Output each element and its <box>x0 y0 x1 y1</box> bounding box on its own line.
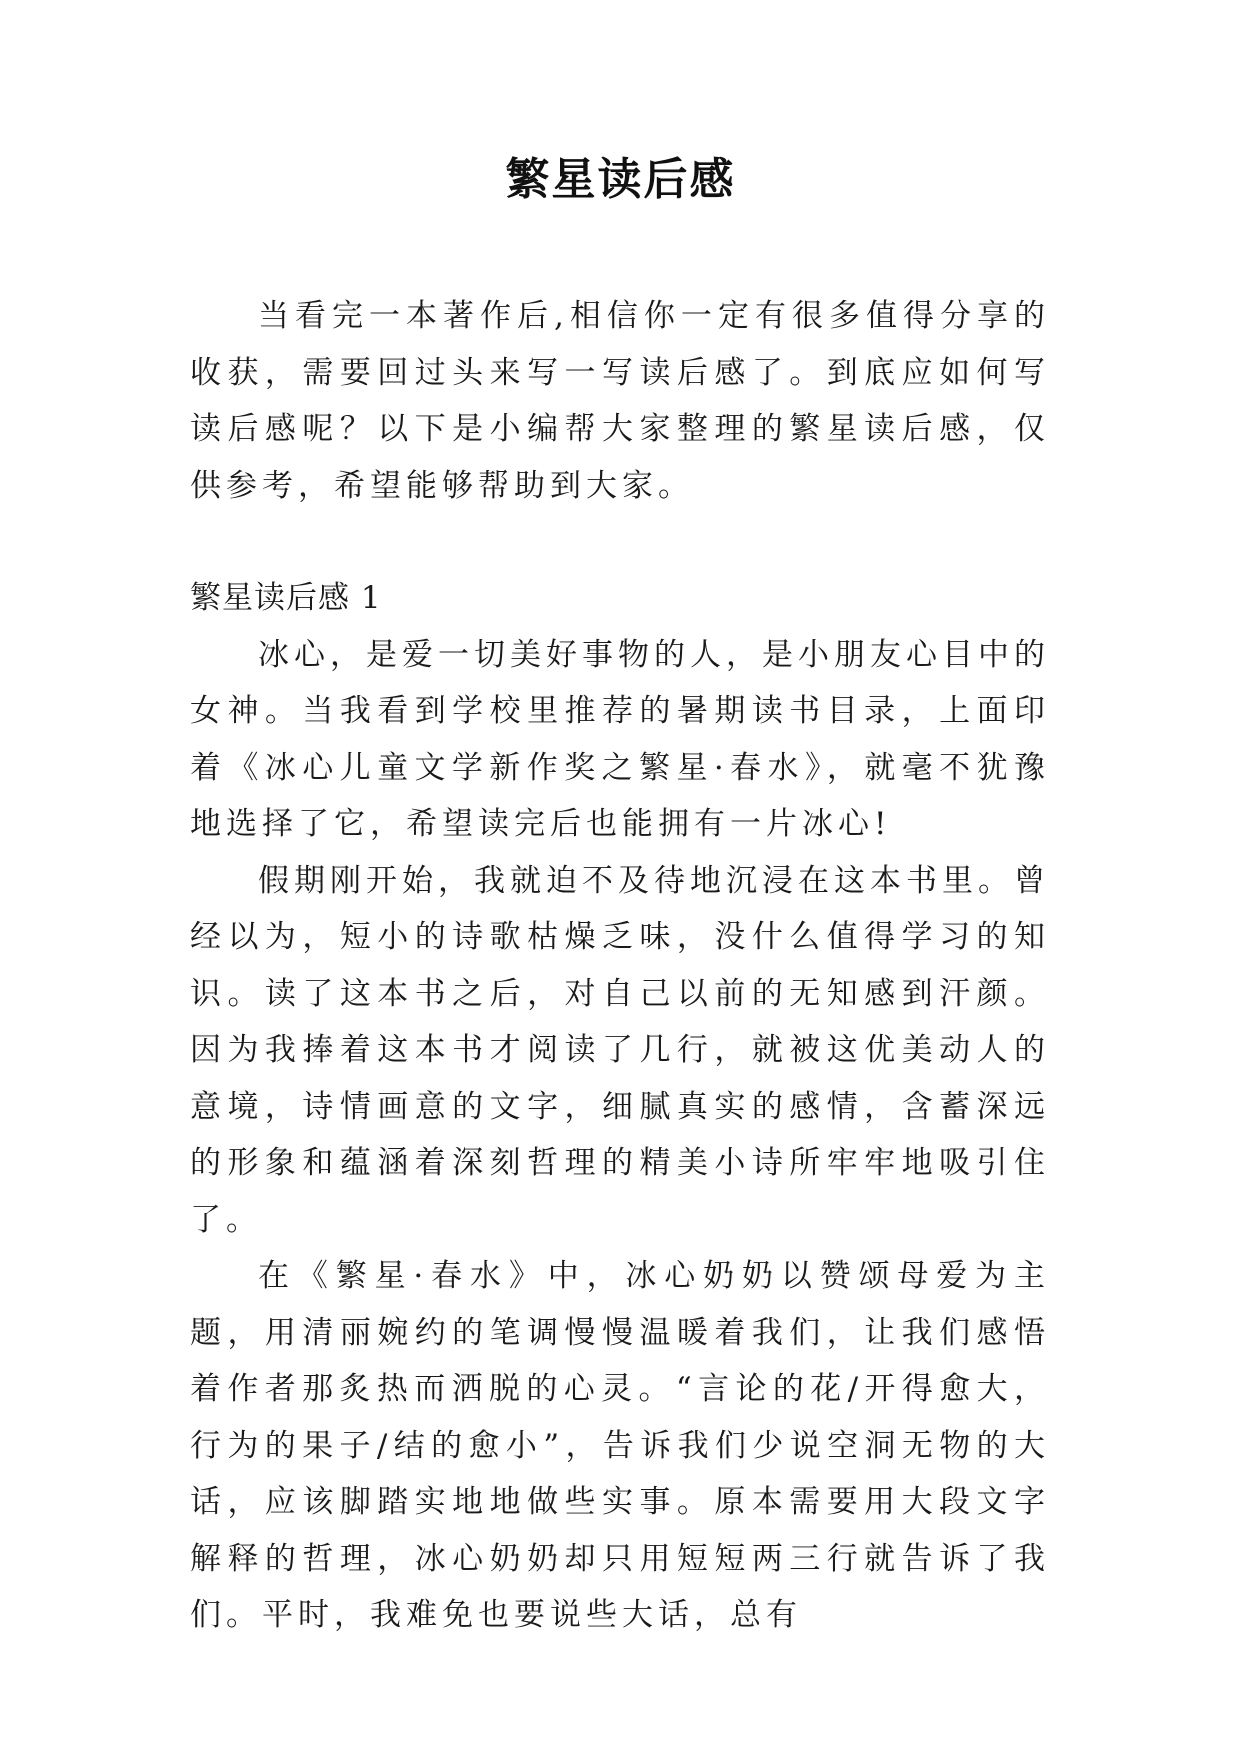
document-title: 繁星读后感 <box>505 154 736 205</box>
body-paragraph: 在《繁星·春水》中，冰心奶奶以赞颂母爱为主题，用清丽婉约的笔调慢慢温暖着我们，让我们感悟着作者那炙热而洒脱的心灵。“言论的花/开得愈大，行为的果子/结的愈小”，告诉我们少说空洞无物的大话，应该脚踏实地地做些实事。原本需要用大段文字解释的哲理，冰心奶奶却只用短短两三行就告诉了我们。平时，我难免也要说些大话，总有 <box>190 1258 1050 1633</box>
intro-paragraph: 当看完一本著作后,相信你一定有很多值得分享的收获，需要回过头来写一写读后感了。到底应如何写读后感呢？以下是小编帮大家整理的繁星读后感，仅供参考，希望能够帮助到大家。 <box>190 298 1050 504</box>
section-heading: 繁星读后感 1 <box>190 580 382 616</box>
body-paragraph: 假期刚开始，我就迫不及待地沉浸在这本书里。曾经以为，短小的诗歌枯燥乏味，没什么值得学习的知识。读了这本书之后，对自己以前的无知感到汗颜。因为我捧着这本书才阅读了几行，就被这优美动人的意境，诗情画意的文字，细腻真实的感情，含蓄深远的形象和蕴涵着深刻哲理的精美小诗所牢牢地吸引住了。 <box>190 862 1050 1238</box>
document-body <box>190 288 1050 1644</box>
section-spacer <box>190 514 1050 570</box>
body-paragraph: 冰心，是爱一切美好事物的人，是小朋友心目中的女神。当我看到学校里推荐的暑期读书目录，上面印着《冰心儿童文学新作奖之繁星·春水》，就毫不犹豫地选择了它，希望读完后也能拥有一片冰心! <box>190 636 1050 842</box>
